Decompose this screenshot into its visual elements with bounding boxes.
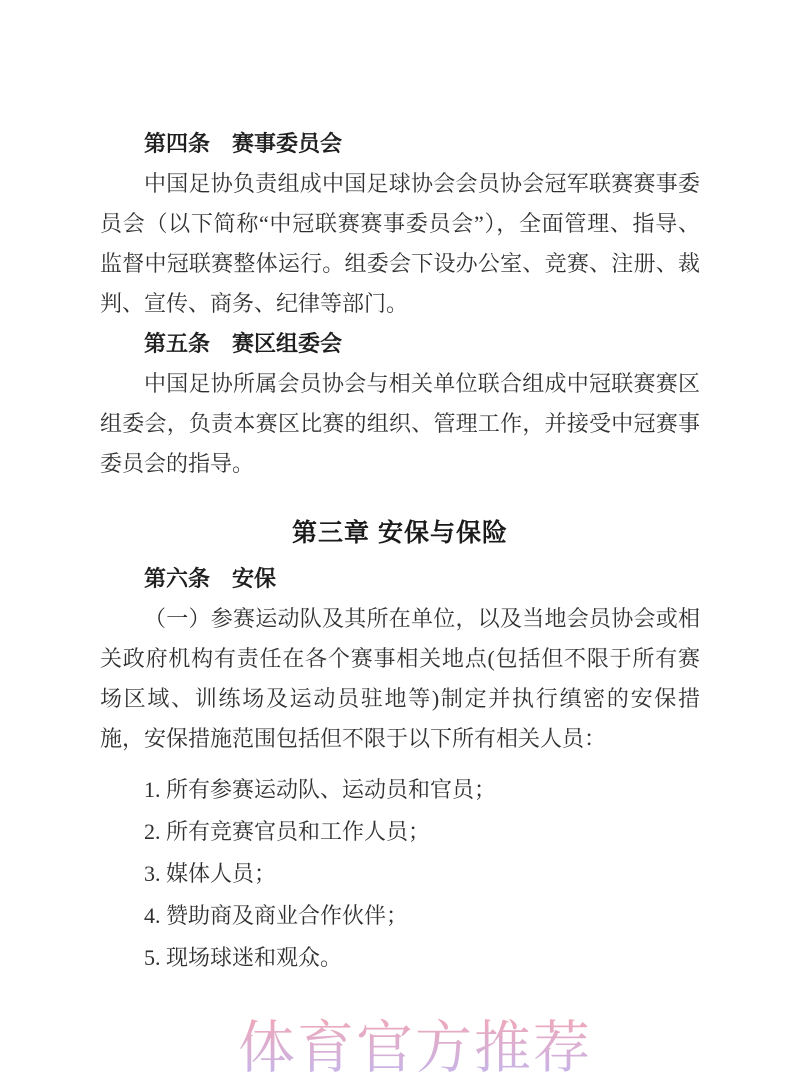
watermark-text: 体育官方推荐 xyxy=(238,1002,592,1084)
list-item-3: 3. 媒体人员； xyxy=(144,861,277,886)
list-item-5: 5. 现场球迷和观众。 xyxy=(144,945,343,970)
chapter-3-heading: 第三章 安保与保险 xyxy=(292,519,508,547)
article-5-heading: 第五条 赛区组委会 xyxy=(144,331,343,356)
article-4-heading: 第四条 赛事委员会 xyxy=(144,131,343,156)
article-6-clause-1: （一）参赛运动队及其所在单位，以及当地会员协会或相关政府机构有责任在各个赛事相关地点(包括但不限于所有赛场区域、训练场及运动员驻地等)制定并执行缜密的安保措施，安保措施范围包括但不限于以下所有相关人员： xyxy=(100,606,700,751)
security-personnel-list xyxy=(100,769,700,979)
article-6-heading: 第六条 安保 xyxy=(144,566,277,591)
article-4-paragraph: 中国足协负责组成中国足球协会会员协会冠军联赛赛事委员会（以下简称“中冠联赛赛事委员会”），全面管理、指导、监督中冠联赛整体运行。组委会下设办公室、竞赛、注册、裁判、宣传、商务、纪律等部门。 xyxy=(100,171,701,316)
list-item-4: 4. 赞助商及商业合作伙伴； xyxy=(144,903,409,928)
list-item-2: 2. 所有竞赛官员和工作人员； xyxy=(144,819,431,844)
article-5-paragraph: 中国足协所属会员协会与相关单位联合组成中冠联赛赛区组委会，负责本赛区比赛的组织、管理工作，并接受中冠赛事委员会的指导。 xyxy=(100,371,700,476)
document-content xyxy=(100,124,700,979)
list-item-1: 1. 所有参赛运动队、运动员和官员； xyxy=(144,777,497,802)
